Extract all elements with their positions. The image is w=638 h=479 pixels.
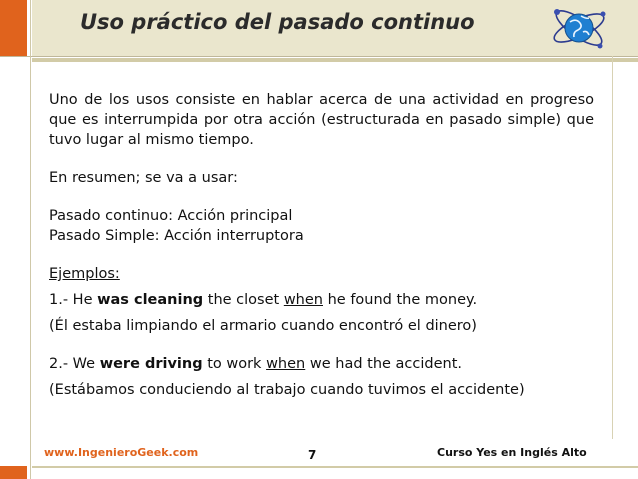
footer-divider bbox=[32, 466, 638, 468]
globe-atom-logo-icon bbox=[548, 2, 610, 54]
example-2-conjunction: when bbox=[266, 356, 306, 372]
rule-interrupting-action: Pasado Simple: Acción interruptora bbox=[49, 228, 304, 244]
example-2-translation: (Estábamos conduciendo al trabajo cuando tuvimos el accidente) bbox=[49, 382, 525, 398]
footer-website-link[interactable]: www.IngenieroGeek.com bbox=[44, 446, 199, 459]
right-margin-line bbox=[612, 56, 613, 439]
rule-main-action: Pasado continuo: Acción principal bbox=[49, 208, 293, 224]
left-margin-line bbox=[30, 0, 31, 479]
example-1-verb: was cleaning bbox=[97, 292, 204, 308]
examples-heading: Ejemplos: bbox=[49, 266, 120, 282]
slide-body bbox=[49, 90, 594, 400]
header-accent-block bbox=[0, 0, 27, 56]
example-1: 1.- He was cleaning the closet when he found the money. bbox=[49, 292, 478, 308]
header-divider bbox=[0, 56, 638, 57]
footer-accent-block bbox=[0, 466, 27, 479]
example-1-translation: (Él estaba limpiando el armario cuando encontró el dinero) bbox=[49, 318, 477, 334]
slide-title: Uso práctico del pasado continuo bbox=[80, 10, 475, 34]
example-2: 2.- We were driving to work when we had the accident. bbox=[49, 356, 463, 372]
summary-line: En resumen; se va a usar: bbox=[49, 170, 238, 186]
footer-course-name: Curso Yes en Inglés Alto bbox=[437, 446, 587, 459]
header-underline bbox=[32, 58, 638, 62]
intro-paragraph: Uno de los usos consiste en hablar acerca de una actividad en progreso que es interrumpida por otra acción (estructurada en pasado simple) que tuvo lugar al mismo tiempo. bbox=[49, 92, 594, 148]
page-number: 7 bbox=[308, 448, 317, 462]
example-1-conjunction: when bbox=[283, 292, 323, 308]
example-2-verb: were driving bbox=[99, 356, 203, 372]
